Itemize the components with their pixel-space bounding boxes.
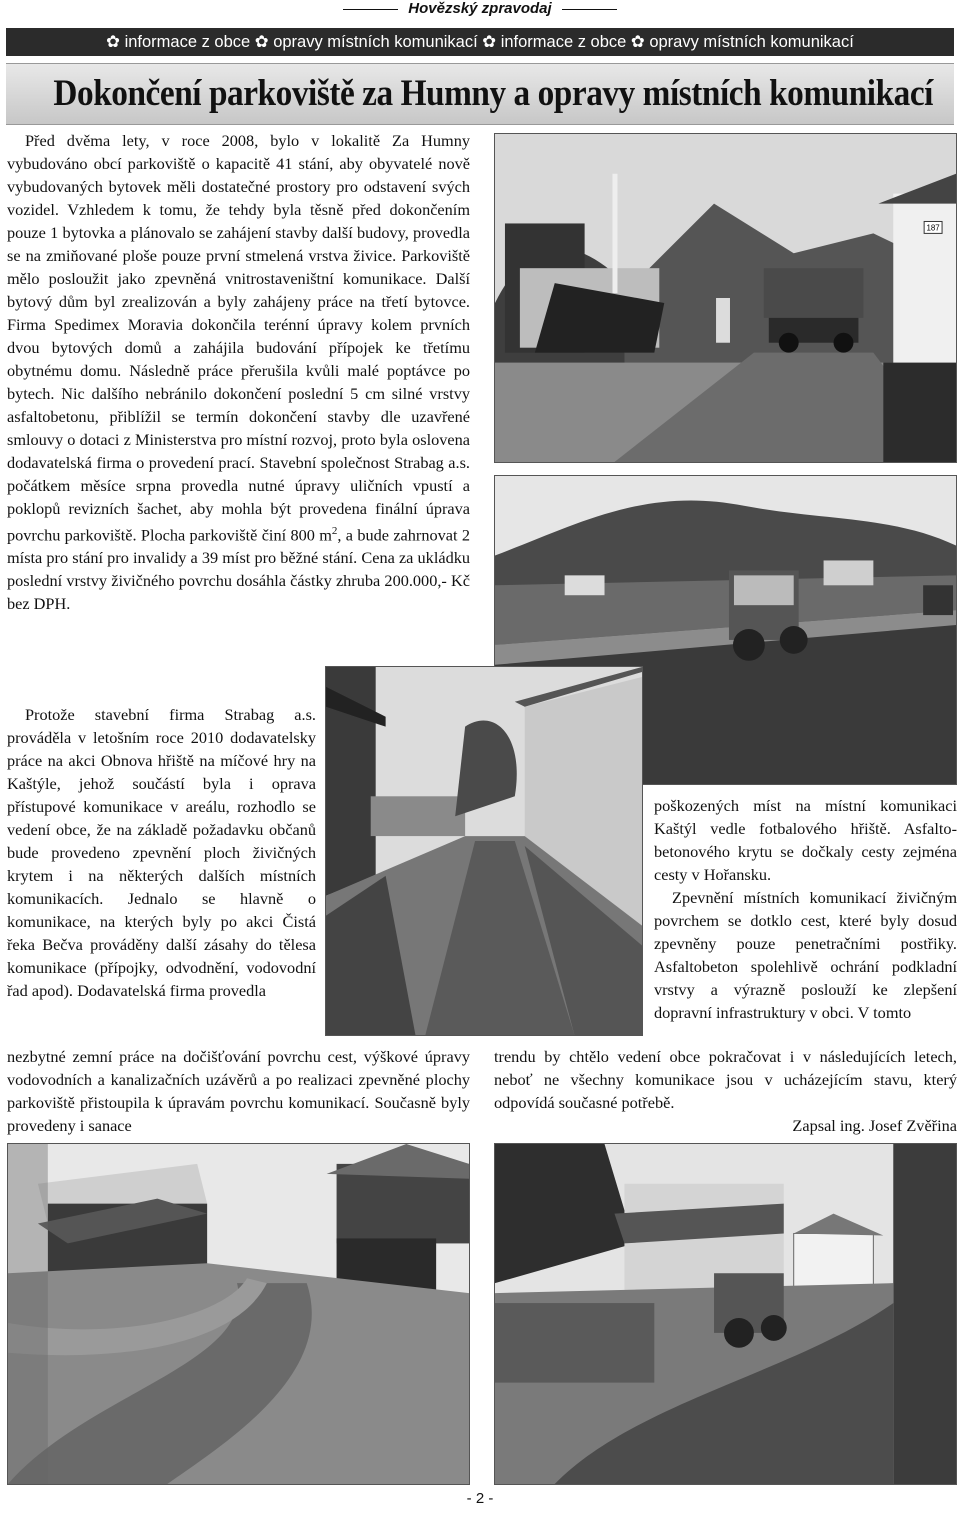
photo-roller-garage <box>494 1143 957 1485</box>
article-headline: Dokončení parkoviště za Humny a opravy místních komunikací <box>53 73 933 114</box>
area-value: 800 m <box>290 525 332 545</box>
article-paragraph-4: Zpevnění místních komunikací živičným povrchem se dotklo cest, které byly dosud zpevněny pouze penetračními postřiky. Asfaltobeton spolehlivě ochrání podkladní vrstvy a výrazně poslouží ke zlepšení dopravní infrastruktury v obci. V tomto <box>654 888 957 1022</box>
article-text-col2 <box>654 794 957 1024</box>
article-text-col1-bottom <box>7 1045 470 1137</box>
photo-paving-machine <box>494 133 957 463</box>
article-paragraph-2-end: nezbytné zemní práce na dočišťování povrchu cest, výškové úpravy vodovodních a kanalizačních uzávěrů a po realizaci zpevněné plochy parkoviště přistoupila k úpravám povrchu komunikací. Současně byly provedeny i sanace <box>7 1047 470 1135</box>
article-text-col2-bottom <box>494 1045 957 1137</box>
area-unit-sup: 2 <box>331 525 338 537</box>
article-paragraph-2: Protože stavební firma Strabag a.s. prováděla v letošním roce 2010 dodavatelsky práce na akci Obnova hřiště na míčové hry na Kaštýle, jehož součástí byla i oprava přístupové komunikace v areálu, rozhodlo se vedení obce, že na základě požadavku občanů bude provedeno zpevnění ploch živičných krytem i na některých dalších místních komunikacích. Jednalo se hlavně o komunikace, na kterých byly po akci Čistá řeka Bečva prováděny další zásahy do tělesa komunikace (přípojky, odvodnění, vodovodní řad apod). Dodavatelská firma provedla <box>7 705 316 1000</box>
photo-village-road <box>7 1143 470 1485</box>
house-number-sign: 187 <box>926 223 940 233</box>
article-paragraph-1: Před dvěma lety, v roce 2008, bylo v lokalitě Za Humny vybudováno obcí parkoviště o kapacitě 41 stání, aby obyvatelé nově vybudovaných bytovek měli dostatečné prostory pro odstavení svých vozidel. Vzhledem k tomu, že tehdy byla těsně před dokončením pouze 1 bytovka a plánovalo se zahájení stavby další budovy, provedla se na zmiňované ploše pouze první stmelená vrstva živice. Parkoviště mělo posloužit jako zpevněná vnitrostaveništní komunikace. Další bytový dům byl zrealizován a byly zahájeny práce na třetí bytovce. Firma Spedimex Moravia dokončila terénní úpravy kolem prvních dvou bytových domů a zahájila budování přípojek ke třetímu obytnému domu. Následně práce přerušila kvůli malé poptávce po bytech. Nic dalšího nebránilo dokončení poslední 5 cm silné vrstvy asfaltobetonu, přiblížil se termín dokončení stavby dle uzavřené smlouvy o dotaci z Ministerstva pro místní rozvoj, proto byla oslovena dodavatelská firma o provedení prací. Stavební společnost Strabag a.s. počátkem měsíce srpna provedla nutné úpravy uličních vpustí a poklopů revizních šachet, aby mohla být provedena finální úprava povrchu parkoviště. Plocha parkoviště činí <box>7 131 470 545</box>
article-paragraph-1-end: , a bude zahrnovat 2 místa pro stání pro invalidy a 39 míst pro běžné stání. Cena za ukládku poslední vrstvy živičného povrchu dosáhla částky zhruba 200.000,- Kč bez DPH. <box>7 525 470 614</box>
section-banner: ✿ informace z obce ✿ opravy místních komunikací ✿ informace z obce ✿ opravy místních komunikací <box>6 28 954 56</box>
page-number: - 2 - <box>466 1490 494 1507</box>
masthead-rule-right <box>562 9 617 10</box>
article-text-col1-narrow <box>7 703 316 1002</box>
masthead <box>0 0 960 26</box>
headline-box <box>6 63 954 125</box>
masthead-rule-left <box>343 9 398 10</box>
masthead-title: Hovězský zpravodaj <box>408 0 552 17</box>
article-text-col1 <box>7 129 470 615</box>
article-paragraph-3: poškozených míst na místní komunikaci Kaštýl vedle fotbalového hřiště. Asfalto-betonového krytu se dočkaly cesty zejména cesty v Hořansku. <box>654 796 957 884</box>
article-paragraph-4-end: trendu by chtělo vedení obce pokračovat i v následujících letech, neboť ne všechny komunikace jsou v ucházejícím stavu, který odpovídá současné potřebě. <box>494 1047 957 1112</box>
photo-narrow-street <box>325 666 643 1036</box>
author-signature: Zapsal ing. Josef Zvěřina <box>792 1116 957 1135</box>
